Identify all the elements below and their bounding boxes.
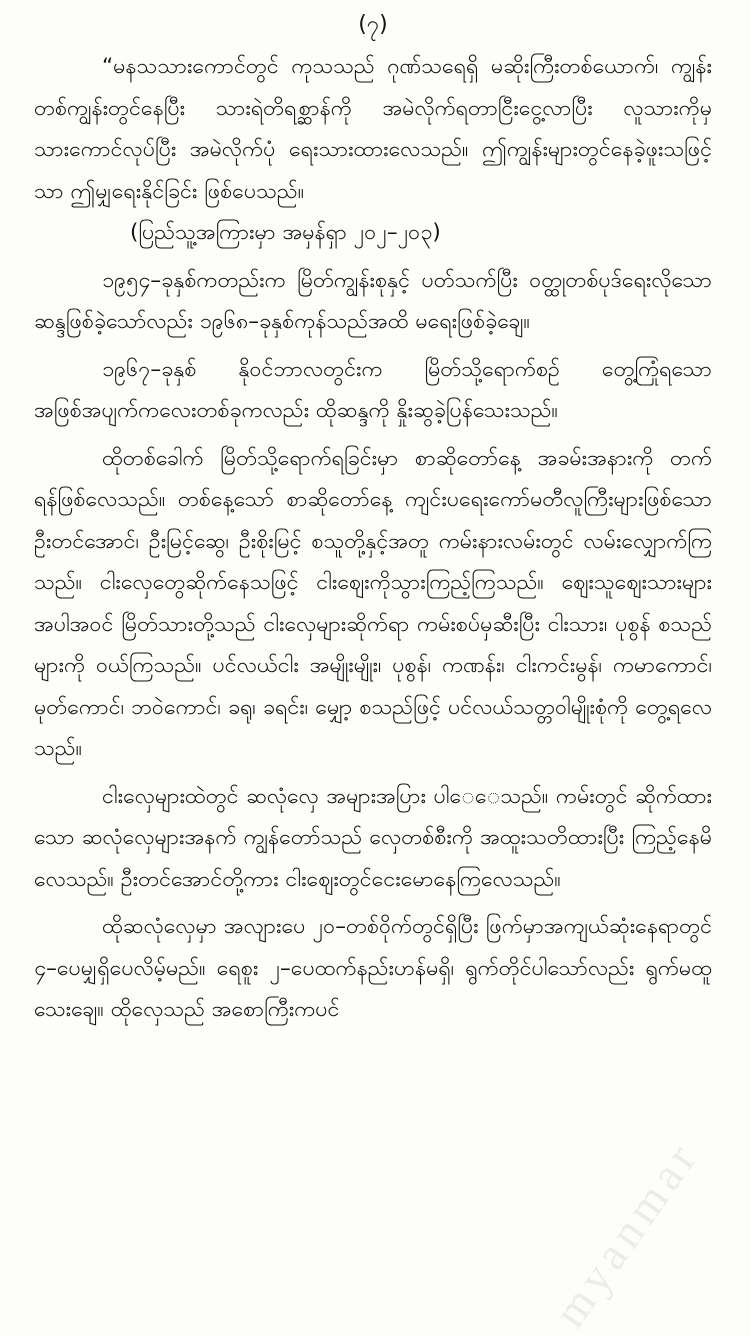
paragraph-2: ၁၉၅၄–ခုနှစ်ကတည်းက မြိတ်ကျွန်းစုနှင့် ပတ်သက်ပြီး ဝတ္ထုတစ်ပုဒ်ရေးလိုသော ဆန္ဒဖြစ်ခဲ့သော်လည်း ၁၉၆၈–ခုနှစ်ကုန်သည်အထိ မရေးဖြစ်ခဲ့ချေ။ bbox=[34, 267, 712, 334]
watermark: myanmar bbox=[543, 1130, 710, 1337]
paragraph-3: ၁၉၆၇–ခုနှစ် နိုဝင်ဘာလတွင်းက မြိတ်သို့ရောက်စဉ် တွေ့ကြုံရသော အဖြစ်အပျက်ကလေးတစ်ခုကလည်း ထိုဆန္ဒကို နှိုးဆွခဲ့ပြန်သေးသည်။ bbox=[34, 356, 712, 423]
paragraph-1: “မနသသားကောင်တွင် ကုသသည် ဂုဏ်သရေရှိ မဆိုးကြီးတစ်ယောက်၊ ကျွန်းတစ်ကျွန်းတွင်နေပြီး သားရဲတိရစ္ဆာန်ကို အမဲလိုက်ရတာငြီးငွေ့လာပြီး လူသားကိုမှ သားကောင်လုပ်ပြီး အမဲလိုက်ပုံ ရေးသားထားလေသည်။ ဤကျွန်းများတွင်နေခဲ့ဖူးသဖြင့်သာ ဤမျှရေးနိုင်ခြင်း ဖြစ်ပေသည်။ bbox=[34, 54, 712, 204]
paragraph-5: ငါးလှေများထဲတွင် ဆလုံလှေ အများအပြား ပါ‌ေ‌ေသည်။ ကမ်းတွင် ဆိုက်ထားသော ဆလုံလှေများအနက် ကျွန်တော်သည် လှေတစ်စီးကို အထူးသတိထားပြီး ကြည့်နေမိလေသည်။ ဦးတင်အောင်တို့ကား ငါးဈေးတွင်ငေးမောနေကြလေသည်။ bbox=[34, 783, 712, 892]
paragraph-4: ထိုတစ်ခေါက် မြိတ်သို့ရောက်ရခြင်းမှာ စာဆိုတော်နေ့ အခမ်းအနားကို တက်ရန်ဖြစ်လေသည်။ တစ်နေ့သော် စာဆိုတော်နေ့ ကျင်းပရေးကော်မတီလူကြီးများဖြစ်သော ဦးတင်အောင်၊ ဦးမြင့်ဆွေ၊ ဦးစိုးမြင့် စသူတို့နှင့်အတူ ကမ်းနားလမ်းတွင် လမ်းလျှောက်ကြသည်။ ငါးလှေတွေဆိုက်နေသဖြင့် ငါးဈေးကိုသွားကြည့်ကြသည်။ ဈေးသူဈေးသားများ အပါအဝင် မြိတ်သားတို့သည် ငါးလှေများဆိုက်ရာ ကမ်းစပ်မှဆီးပြီး ငါးသား၊ ပုစွန် စသည်များကို ဝယ်ကြသည်။ ပင်လယ်ငါး အမျိုးမျိုး၊ ပုစွန်၊ ကဏန်း၊ ငါးကင်းမွန်၊ ကမာကောင်၊ မုတ်ကောင်၊ ဘဝဲကောင်၊ ခရု၊ ခရင်း၊ မျှော့ စသည်ဖြင့် ပင်လယ်သတ္တဝါမျိုးစုံကို တွေ့ရလေသည်။ bbox=[34, 445, 712, 761]
paragraph-6: ထိုဆလုံလှေမှာ အလျားပေ ၂၀–တစ်ဝိုက်တွင်ရှိပြီး ဖြက်မှာအကျယ်ဆုံးနေရာတွင် ၄–ပေမျှရှိပေလိမ့်မည်။ ရေစူး ၂–ပေထက်နည်းဟန်မရှိ၊ ရွက်တိုင်ပါသော်လည်း ရွက်မထူသေးချေ။ ထိုလှေသည် အစောကြီးကပင် bbox=[34, 914, 712, 1022]
citation: (ပြည်သူ့အကြားမှာ အမှန်ရှာ ၂၀၂–၂၀၃) bbox=[130, 220, 441, 245]
page-number: (၇) bbox=[358, 12, 388, 37]
